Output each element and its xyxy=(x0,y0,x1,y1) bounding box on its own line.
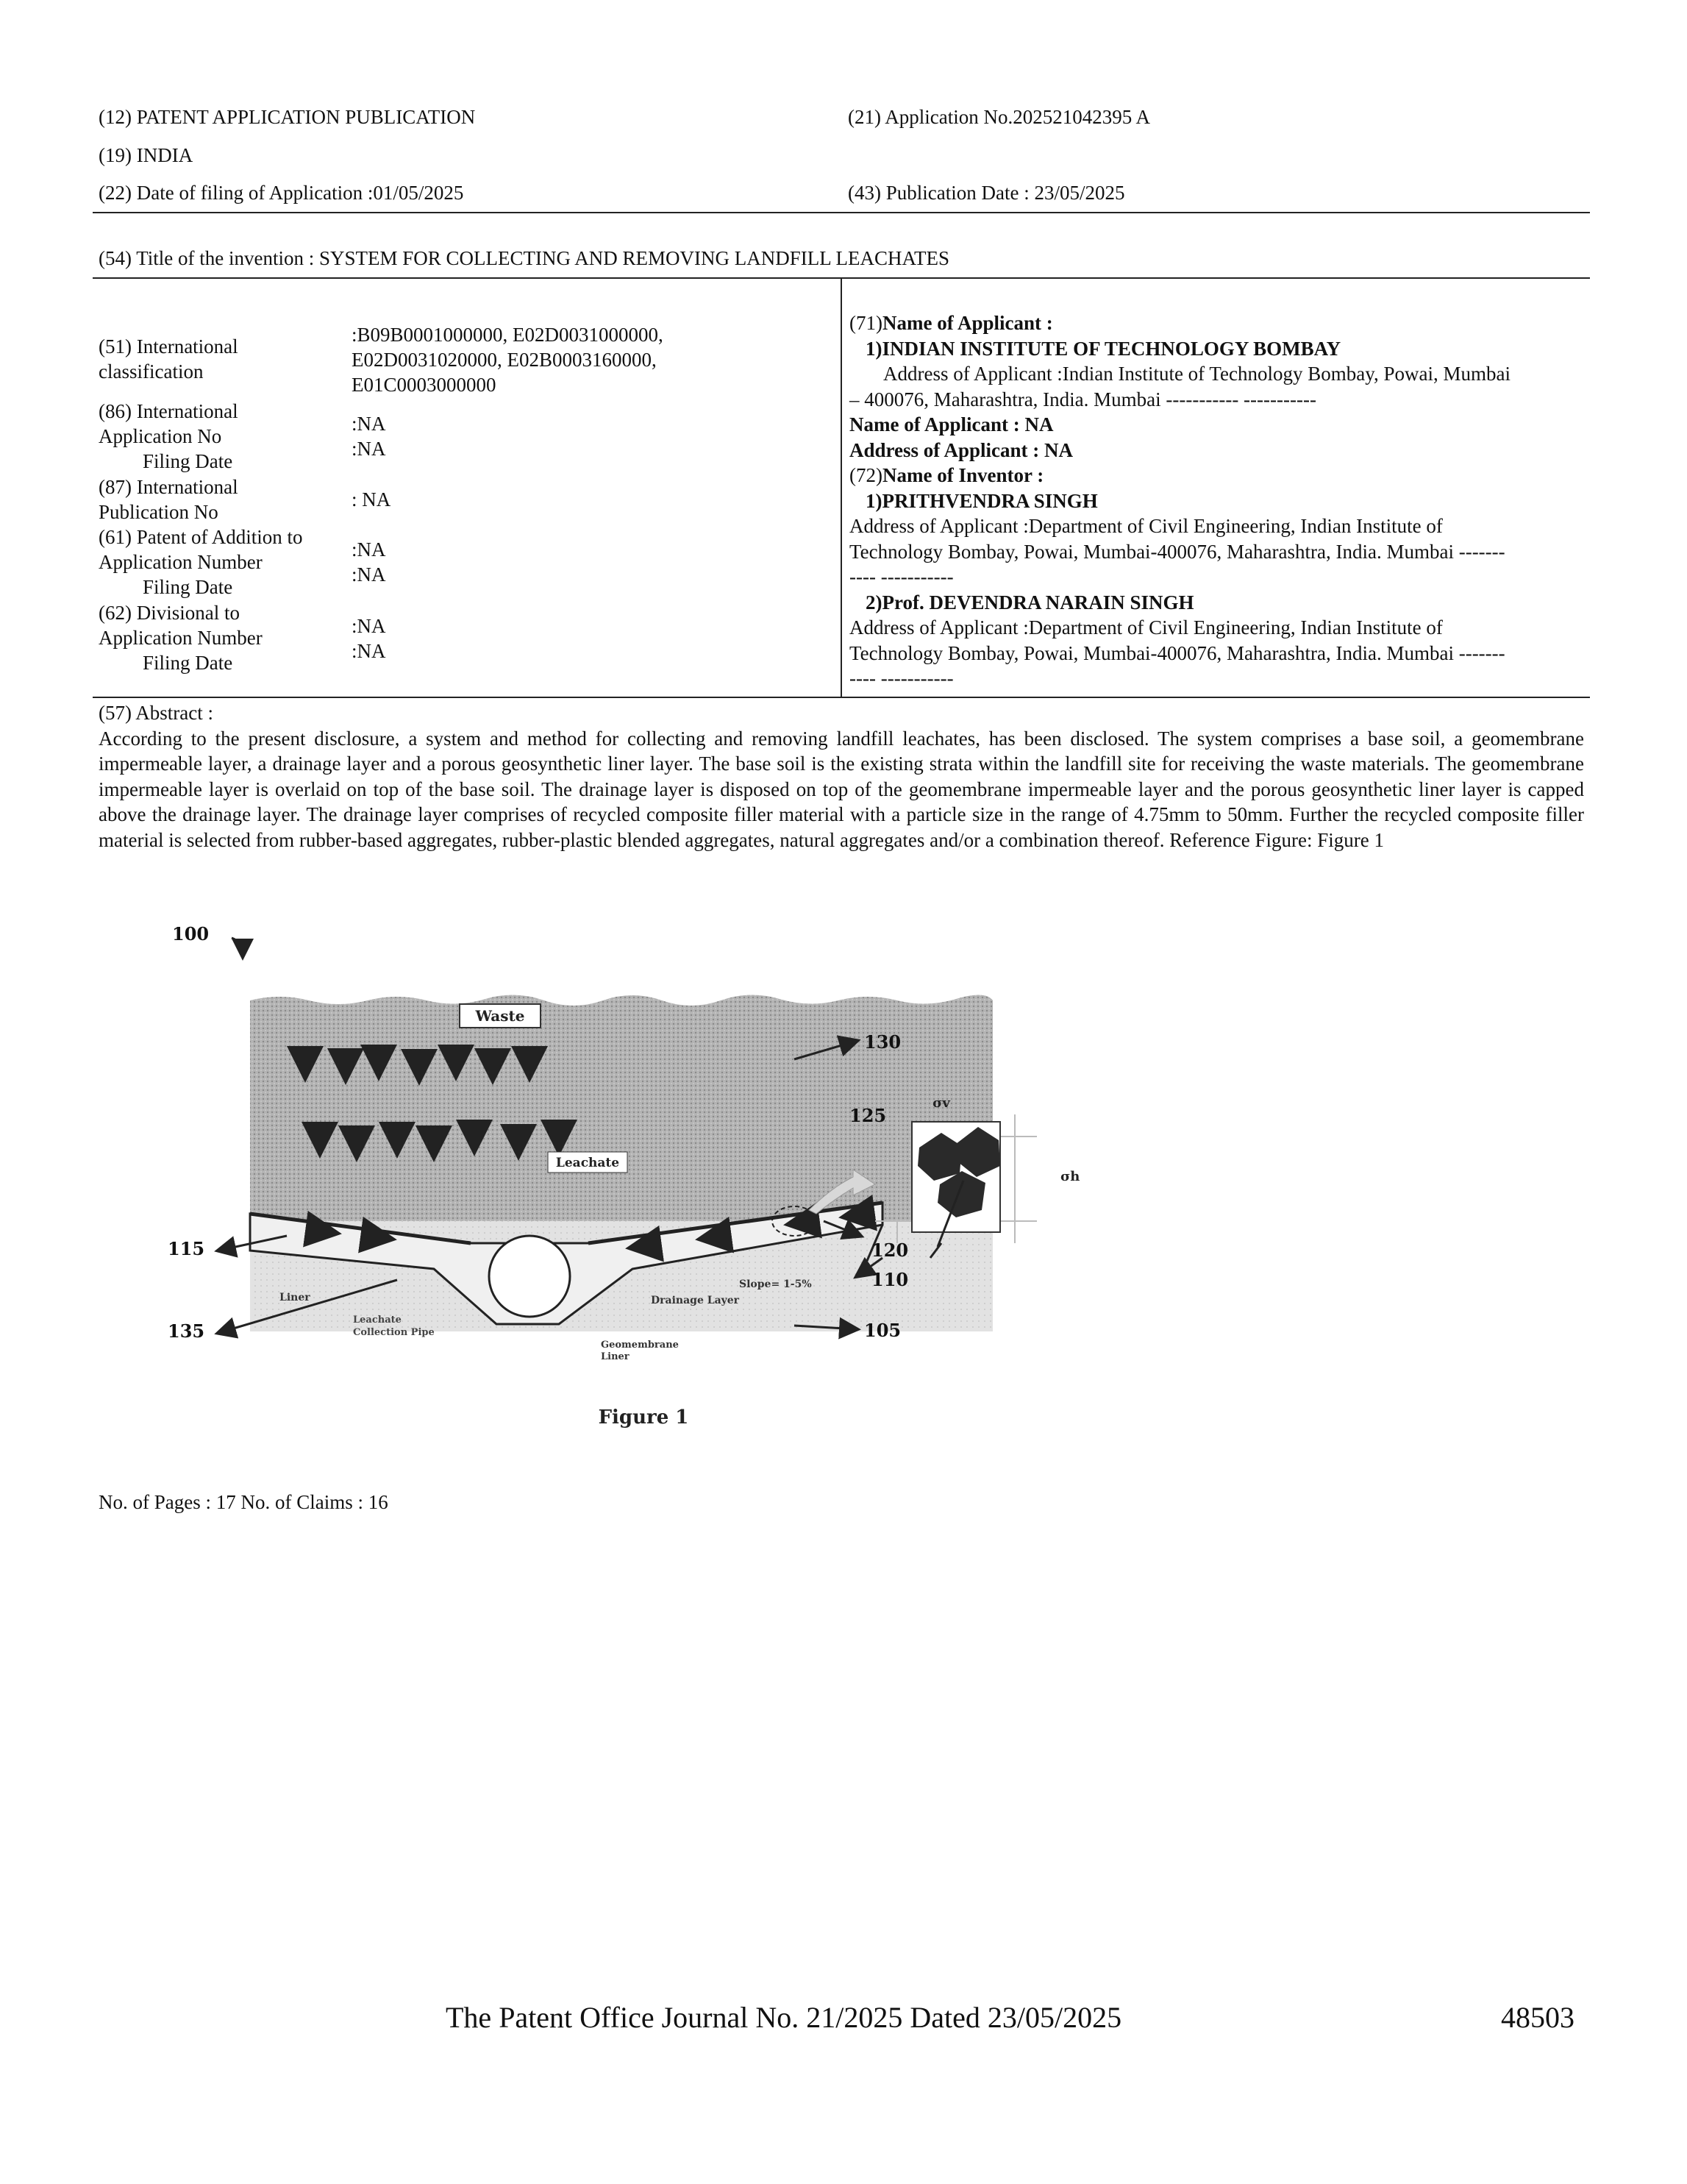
ref-100: 100 xyxy=(172,923,210,945)
intl-application-label: (86) International Application No Filing Date xyxy=(99,400,238,472)
landfill-figure xyxy=(147,912,1177,1449)
patent-of-addition-value: :NA :NA xyxy=(352,538,386,586)
sigma-h-label: σh xyxy=(1060,1169,1080,1184)
leachate-label: Leachate xyxy=(555,1156,620,1170)
filing-date: (22) Date of filing of Application :01/05/2025 xyxy=(99,182,464,204)
geomembrane-label-2: Liner xyxy=(601,1351,629,1362)
intl-application-value: :NA :NA xyxy=(352,413,386,460)
intl-publication-value: : NA xyxy=(352,488,391,511)
geomembrane-label-1: Geomembrane xyxy=(601,1340,679,1351)
table-bottom-divider xyxy=(93,697,1590,698)
inventor-name-2: 2)Prof. DEVENDRA NARAIN SINGH xyxy=(866,591,1194,613)
column-divider xyxy=(841,277,842,697)
ref-105: 105 xyxy=(864,1320,902,1341)
country: (19) INDIA xyxy=(99,144,193,166)
applicant-inventor-details: (71)Name of Applicant : 1)INDIAN INSTITUTE OF TECHNOLOGY BOMBAY Address of Applicant :Indian Institute of Technology Bombay, Powai, Mumbai – 400076, Maharashtra, India. Mumbai ----------- ----------- Name of Applicant : NA Address of Applicant : NA (72)Name of Inventor : 1)PRITHVENDRA SINGH Address of Applicant :Department of Civil Engineering, Indian Institute of Technology Bombay, Powai, Mumbai-400076, Maharashtra, India. Mumbai ------- ---- ----------- 2)Prof. DEVENDRA NARAIN SINGH Address of Applicant :Department of Civil Engineering, Indian Institute of Technology Bombay, Powai, Mumbai-400076, Maharashtra, India. Mumbai ------- ---- ----------- xyxy=(849,310,1585,691)
abstract xyxy=(99,700,1584,853)
intl-publication-label: (87) International Publication No xyxy=(99,476,238,523)
publication-type: (12) PATENT APPLICATION PUBLICATION xyxy=(99,106,476,128)
liner-label: Liner xyxy=(279,1292,310,1303)
journal-footer: The Patent Office Journal No. 21/2025 Dated 23/05/2025 xyxy=(446,2001,1122,2034)
ref-135: 135 xyxy=(168,1320,205,1342)
ref-115: 115 xyxy=(168,1238,205,1259)
waste-label: Waste xyxy=(475,1007,525,1025)
ref-130: 130 xyxy=(864,1031,902,1053)
leachate-pipe-label-2: Collection Pipe xyxy=(353,1327,435,1338)
classification-value: :B09B0001000000, E02D0031000000, E02D0031020000, E02B0003160000, E01C0003000000 xyxy=(352,324,663,396)
applicant-name: 1)INDIAN INSTITUTE OF TECHNOLOGY BOMBAY xyxy=(866,337,1341,360)
pages-claims-count: No. of Pages : 17 No. of Claims : 16 xyxy=(99,1491,388,1513)
leachate-pipe-label-1: Leachate xyxy=(353,1315,402,1326)
sigma-v-label: σv xyxy=(932,1095,950,1111)
slope-label: Slope= 1-5% xyxy=(739,1278,812,1290)
ref-125: 125 xyxy=(849,1105,887,1126)
ref-120: 120 xyxy=(871,1239,909,1261)
application-number: (21) Application No.202521042395 A xyxy=(848,106,1150,128)
ref-110: 110 xyxy=(871,1269,909,1290)
page-number: 48503 xyxy=(1501,2001,1574,2034)
abstract-heading: (57) Abstract : xyxy=(99,702,213,724)
inventor-name-1: 1)PRITHVENDRA SINGH xyxy=(866,489,1098,512)
abstract-text: According to the present disclosure, a system and method for collecting and removing landfill leachates, has been disclosed. The system comprises a base soil, a geomembrane impermeable layer, a drainage layer and a porous geosynthetic liner layer. The base soil is the existing strata within the landfill site for receiving the waste materials. The geomembrane impermeable layer is overlaid on top of the base soil. The drainage layer is disposed on top of the geomembrane impermeable layer and the porous geosynthetic liner layer is capped above the drainage layer. The drainage layer comprises of recycled composite filler material with a particle size in the range of 4.75mm to 50mm. Further the recycled composite filler material is selected from rubber-based aggregates, rubber-plastic blended aggregates, natural aggregates and/or a combination thereof. Reference Figure: Figure 1 xyxy=(99,727,1584,851)
publication-date: (43) Publication Date : 23/05/2025 xyxy=(848,182,1125,204)
divisional-value: :NA :NA xyxy=(352,615,386,662)
leachate-collection-pipe xyxy=(489,1236,570,1317)
classification-label: (51) International classification xyxy=(99,335,238,383)
drainage-layer-label: Drainage Layer xyxy=(651,1295,740,1306)
figure-caption: Figure 1 xyxy=(598,1406,689,1429)
patent-of-addition-label: (61) Patent of Addition to Application Number Filing Date xyxy=(99,526,303,598)
divisional-label: (62) Divisional to Application Number Filing Date xyxy=(99,602,263,674)
header-divider xyxy=(93,212,1590,213)
invention-title: (54) Title of the invention : SYSTEM FOR COLLECTING AND REMOVING LANDFILL LEACHATES xyxy=(99,247,949,269)
